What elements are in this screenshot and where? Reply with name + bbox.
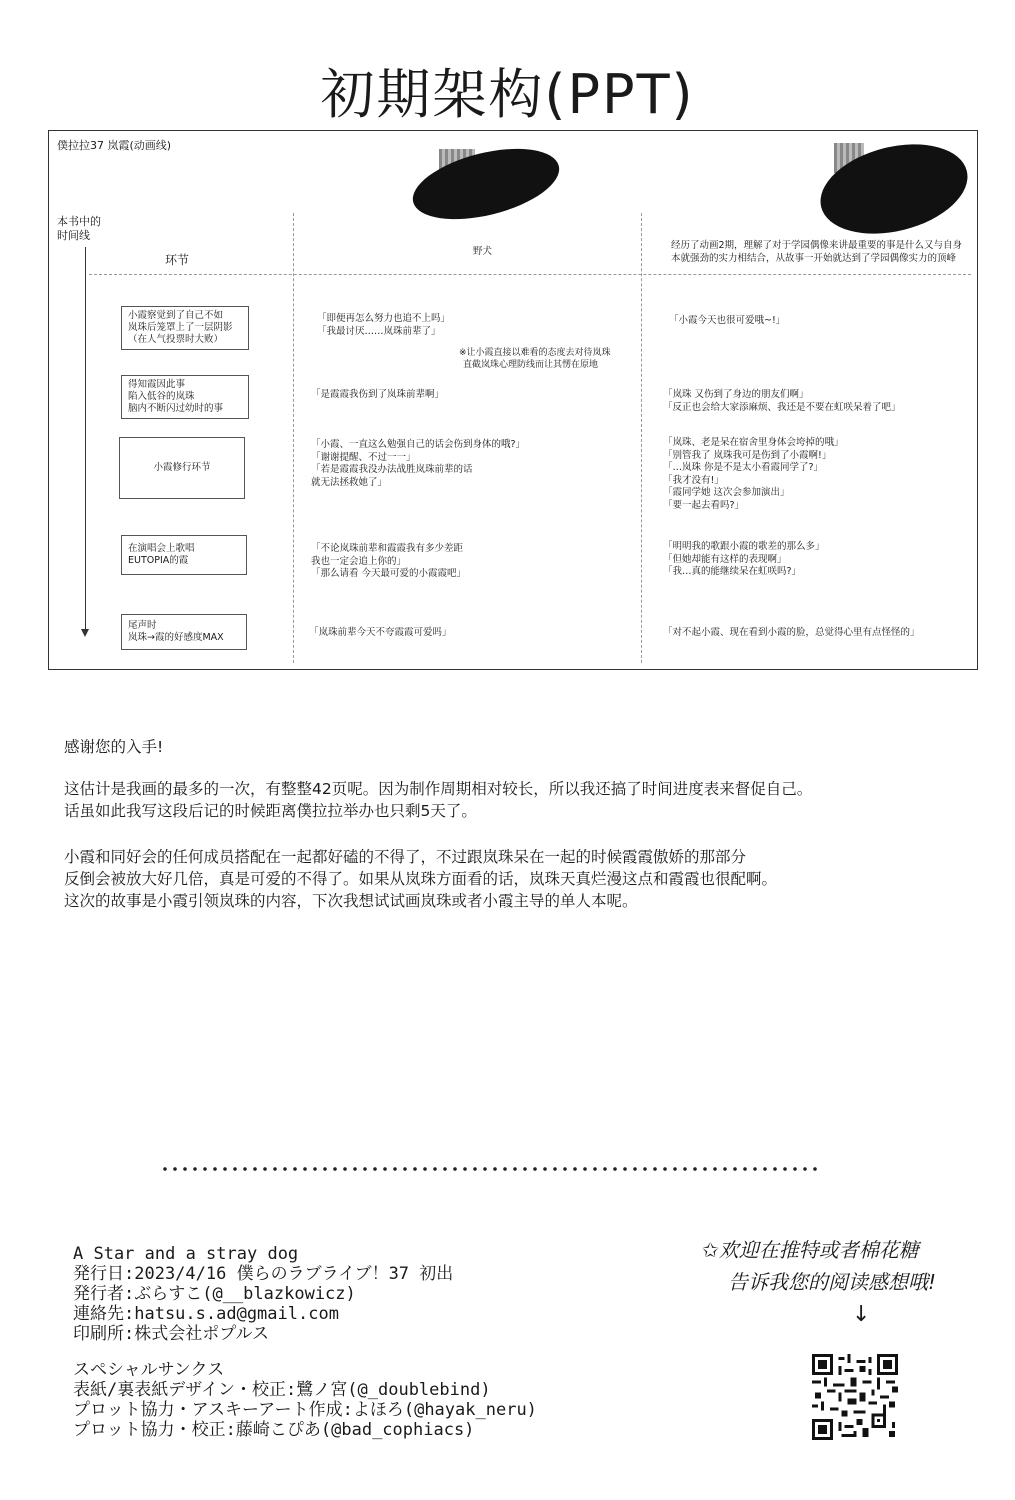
printer: 印刷所:株式会社ポプルス [73,1324,270,1344]
publish-date: 発行日:2023/4/16 僕らのラブライブ！37 初出 [73,1264,454,1284]
colophon [73,1244,537,1440]
censor-scribble [406,136,567,232]
timeline-arrow [85,247,86,631]
stage-header: 环节 [165,253,190,267]
afterword-paragraph: 小霞和同好会的任何成员搭配在一起都好磕的不得了，不过跟岚珠呆在一起的时候霞霞傲娇的那部分 反倒会被放大好几倍，真是可爱的不得了。如果从岚珠方面看的话，岚珠天真烂漫这点和霞霞也很配啊。 这次的故事是小霞引领岚珠的内容，下次我想试试画岚珠或者小霞主导的单人本呢。 [64,848,778,910]
handwritten-note: ✩欢迎在推特或者棉花糖 告诉我您的阅读感想哦! [702,1238,937,1294]
col3-header: 经历了动画2期，理解了对于学园偶像来讲最重要的事是什么又与自身 本就强劲的实力相结合，从故事一开始就达到了学园偶像实力的顶峰 [671,240,963,264]
dialogue-col2: 「是霞霞我伤到了岚珠前辈啊」 [311,389,445,400]
divider [293,213,294,663]
contact: 連絡先:hatsu.s.ad@gmail.com [73,1304,339,1324]
thanks-header: スペシャルサンクス [73,1360,225,1380]
dialogue-col2: 「小霞、一直这么勉强自己的话会伤到身体的哦?」 「谢谢提醒、不过一一」 「若是霞霞我没办法战胜岚珠前辈的话 就无法拯救她了」 [311,439,526,488]
table-title: 僕拉拉37 岚霞(动画线) [57,139,172,152]
dialogue-col3: 「明明我的歌跟小霞的歌差的那么多」 「但她却能有这样的表现啊」 「我…真的能继续呆在虹咲吗?」 [663,541,825,577]
divider [641,213,642,663]
afterword-greeting: 感谢您的入手! [64,738,164,756]
note-col2: ※让小霞直接以难看的态度去对待岚珠 直截岚珠心理防线而让其愣在原地 [459,348,611,370]
dialogue-col3: 「岚珠 又伤到了身边的朋友们啊」 「反正也会给大家添麻烦、我还是不要在虹咲呆着了吧」 [663,389,901,413]
dialogue-col3: 「岚珠、老是呆在宿舍里身体会垮掉的哦」 「别管我了 岚珠我可是伤到了小霞啊!」 「…岚珠 你是不是太小看霞同学了?」 「我才没有!」 「霞同学她 这次会参加演出」 「要一起去看吗?」 [663,437,844,511]
dialogue-col3: 「对不起小霞、现在看到小霞的脸，总觉得心里有点怪怪的」 [663,627,920,638]
thanks-line: プロット協力・アスキーアート作成:よほろ(@hayak_neru) [73,1400,537,1420]
structure-table [48,130,978,670]
dotted-divider [160,1165,820,1173]
col2-header: 野犬 [473,246,493,257]
afterword-paragraph: 这估计是我画的最多的一次，有整整42页呢。因为制作周期相对较长，所以我还搞了时间进度表来督促自己。 话虽如此我写这段后记的时候距离僕拉拉举办也只剩5天了。 [64,780,813,820]
timeline-label: 本书中的 时间线 [57,215,101,242]
thanks-line: 表紙/裏表紙デザイン・校正:鷺ノ宮(@_doublebind) [73,1380,491,1400]
dialogue-col3: 「小霞今天也很可爱哦~!」 [669,315,786,326]
stage-box: 小霞察觉到了自己不如 岚珠后笼罩上了一层阴影 （在人气投票时大败） [121,306,249,350]
page-title: 初期架构(PPT) [320,63,695,126]
qr-code[interactable] [812,1354,898,1440]
arrow-down-icon: ↓ [852,1302,871,1327]
dialogue-col2: 「岚珠前辈今天不夸霞霞可爱吗」 [309,627,452,638]
stage-box: 尾声时 岚珠→霞的好感度MAX [121,614,247,650]
divider [89,274,971,275]
dialogue-col2: 「即便再怎么努力也追不上吗」 「我最讨厌……岚珠前辈了」 [317,313,451,337]
stage-box: 在演唱会上歌唱 EUTOPIA的霞 [121,535,247,575]
stage-box: 得知霞因此事 陷入低谷的岚珠 脑内不断闪过幼时的事 [121,375,249,419]
thanks-line: プロット協力・校正:藤崎こぴあ(@bad_cophiacs) [73,1420,475,1440]
dialogue-col2: 「不论岚珠前辈和霞霞我有多少差距 我也一定会追上你的」 「那么请看 今天最可爱的小霞霞吧」 [311,543,467,579]
stage-box: 小霞修行环节 [119,437,245,499]
publisher: 発行者:ぶらすこ(@__blazkowicz) [73,1284,356,1304]
book-title: A Star and a stray dog [73,1244,299,1264]
